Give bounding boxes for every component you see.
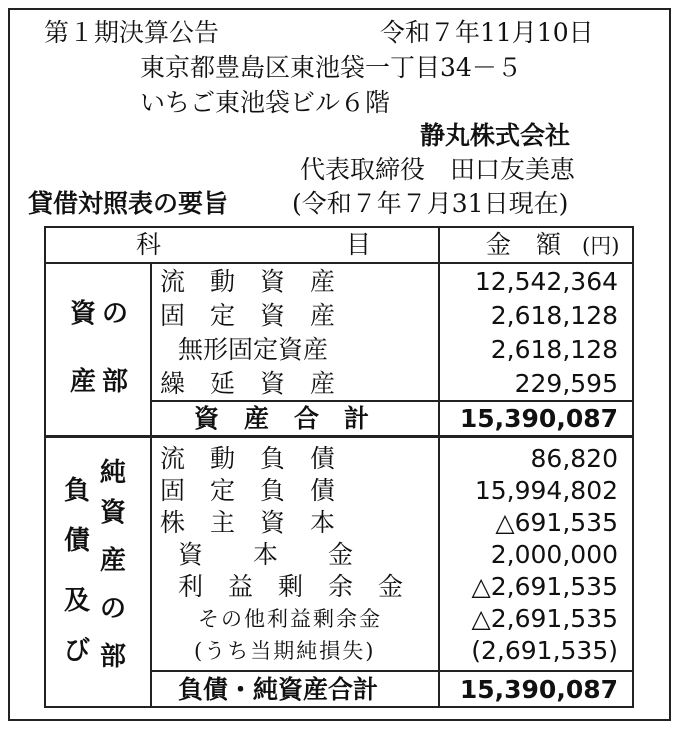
assets-total-rule [150, 400, 632, 402]
company-address-line1: 東京都豊島区東池袋一丁目34－５ [140, 53, 522, 82]
liab-value-current: 86,820 [530, 444, 618, 473]
liab-section-char-4: び [64, 636, 91, 666]
equity-value-capital: 2,000,000 [490, 540, 618, 569]
assets-section-label-1: 資の [70, 299, 135, 329]
liab-value-fixed: 15,994,802 [474, 476, 618, 505]
col-header-item-a: 科 [136, 230, 162, 259]
asset-label-fixed: 固 定 資 産 [160, 301, 336, 330]
liab-total-rule [150, 670, 632, 672]
section-divider [150, 264, 152, 708]
liab-section-char-8: の [100, 594, 127, 624]
equity-label-other-retained: その他利益剰余金 [198, 607, 382, 631]
liab-label-current: 流 動 負 債 [160, 444, 336, 473]
asset-label-deferred: 繰 延 資 産 [160, 369, 336, 398]
asset-label-intangible: 無形固定資産 [178, 335, 329, 364]
equity-label-shareholders: 株 主 資 本 [160, 508, 336, 537]
liab-section-char-7: 産 [100, 546, 127, 576]
liab-section-char-6: 資 [100, 498, 127, 528]
header-divider [46, 262, 632, 264]
asset-value-fixed: 2,618,128 [490, 301, 618, 330]
liab-label-fixed: 固 定 負 債 [160, 476, 336, 505]
assets-section-label-2: 産部 [70, 367, 135, 397]
summary-title: 貸借対照表の要旨 [28, 189, 229, 218]
notice-date: 令和７年11月10日 [380, 18, 594, 47]
section-rule [46, 435, 632, 438]
asset-label-current: 流 動 資 産 [160, 267, 336, 296]
notice-title: 第１期決算公告 [44, 18, 220, 47]
asset-value-current: 12,542,364 [474, 267, 618, 296]
col-header-item-b: 目 [346, 230, 372, 259]
company-name: 静丸株式会社 [420, 121, 571, 150]
equity-value-shareholders: △691,535 [495, 508, 618, 537]
liab-total-label: 負債・純資産合計 [178, 675, 379, 704]
col-header-unit: (円) [582, 234, 620, 258]
liab-section-char-9: 部 [100, 642, 127, 672]
equity-label-capital: 資 本 金 [178, 540, 354, 569]
equity-label-net-loss: (うち当期純損失) [194, 639, 376, 663]
liab-section-char-5: 純 [100, 458, 127, 488]
col-header-amount: 金 額 [486, 230, 562, 259]
summary-date: (令和７年７月31日現在) [292, 189, 569, 218]
asset-value-intangible: 2,618,128 [490, 335, 618, 364]
liab-section-char-1: 負 [64, 476, 91, 506]
equity-label-retained: 利 益 剰 余 金 [178, 572, 404, 601]
equity-value-other-retained: △2,691,535 [471, 604, 618, 633]
liab-section-char-2: 債 [64, 526, 91, 556]
liab-section-char-3: 及 [64, 586, 91, 616]
assets-total-value: 15,390,087 [459, 404, 618, 433]
equity-value-retained: △2,691,535 [471, 572, 618, 601]
asset-value-deferred: 229,595 [514, 369, 618, 398]
assets-total-label: 資 産 合 計 [194, 404, 370, 433]
equity-value-net-loss: (2,691,535) [471, 636, 618, 665]
balance-sheet-table [44, 226, 634, 708]
liab-total-value: 15,390,087 [459, 675, 618, 704]
company-address-line2: いちご東池袋ビル６階 [140, 88, 391, 117]
amount-divider [438, 228, 440, 708]
representative-name: 代表取締役 田口友美恵 [300, 155, 576, 184]
